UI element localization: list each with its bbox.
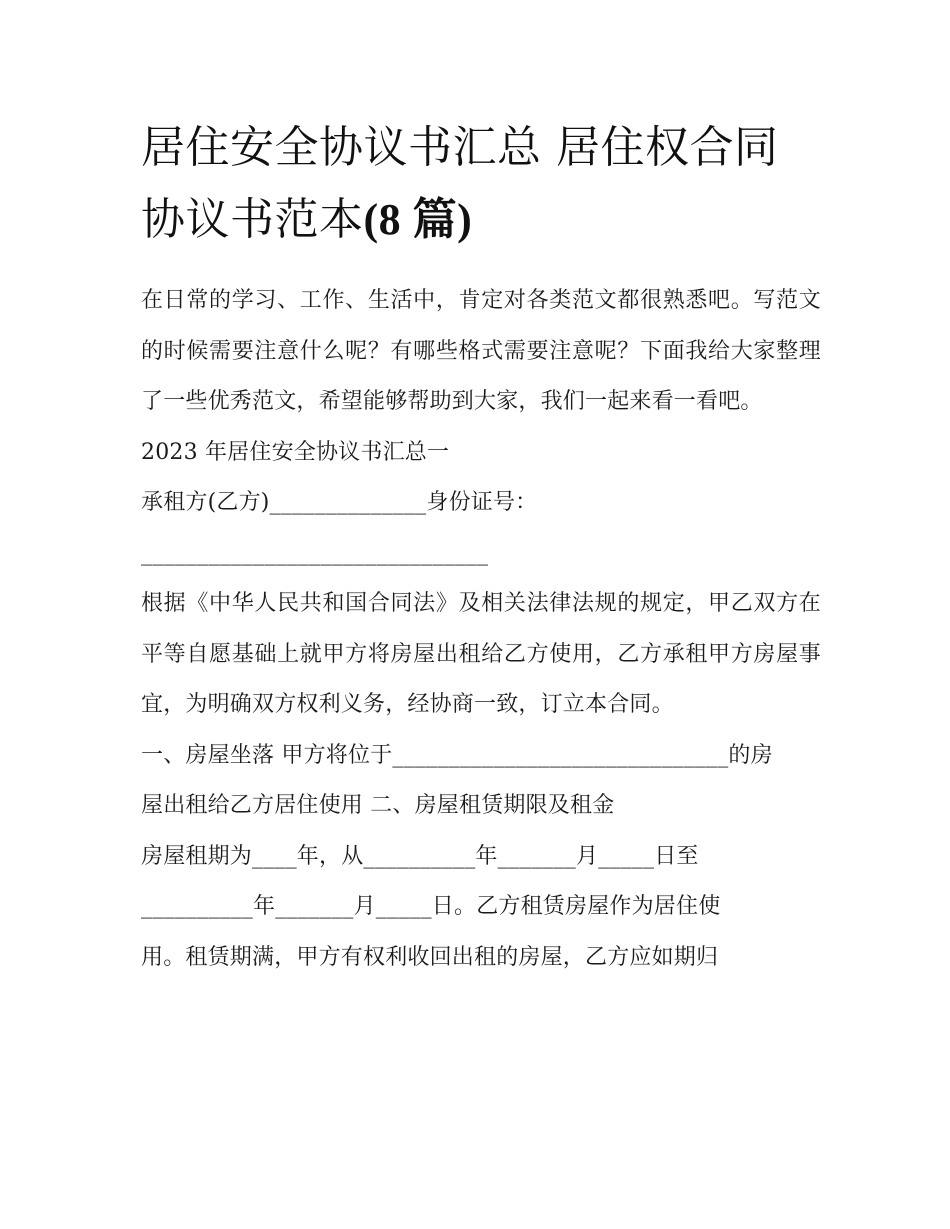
term-line-2: __________年_______月_____日。乙方租赁房屋作为居住使 bbox=[141, 894, 721, 919]
clause-one-line-2: 屋出租给乙方居住使用 二、房屋租赁期限及租金 bbox=[141, 793, 615, 818]
id-blank-line: _______________________________ bbox=[141, 540, 489, 566]
title-count: (8 篇) bbox=[363, 195, 473, 244]
document-body bbox=[141, 276, 821, 983]
tenant-line: 承租方(乙方)______________身份证号： bbox=[141, 490, 538, 515]
term-line-3: 用。租赁期满，甲方有权利收回出租的房屋，乙方应如期归 bbox=[141, 944, 719, 970]
document-title bbox=[141, 112, 821, 256]
intro-paragraph: 在日常的学习、工作、生活中，肯定对各类范文都很熟悉吧。写范文的时候需要注意什么呢？有哪些格式需要注意呢？下面我给大家整理了一些优秀范文，希望能够帮助到大家，我们一起来看一看吧。 bbox=[141, 288, 821, 414]
term-line-1: 房屋租期为____年，从__________年_______月_____日至 bbox=[141, 843, 699, 869]
section-heading: 2023 年居住安全协议书汇总一 bbox=[141, 439, 450, 465]
basis-paragraph: 根据《中华人民共和国合同法》及相关法律法规的规定，甲乙双方在平等自愿基础上就甲方将房屋出租给乙方使用，乙方承租甲方房屋事宜，为明确双方权利义务，经协商一致，订立本合同。 bbox=[141, 591, 821, 717]
clause-one-line-1: 一、房屋坐落 甲方将位于______________________________的房 bbox=[141, 742, 773, 768]
title-main: 居住安全协议书汇总 居住权合同协议书范本 bbox=[141, 122, 779, 245]
